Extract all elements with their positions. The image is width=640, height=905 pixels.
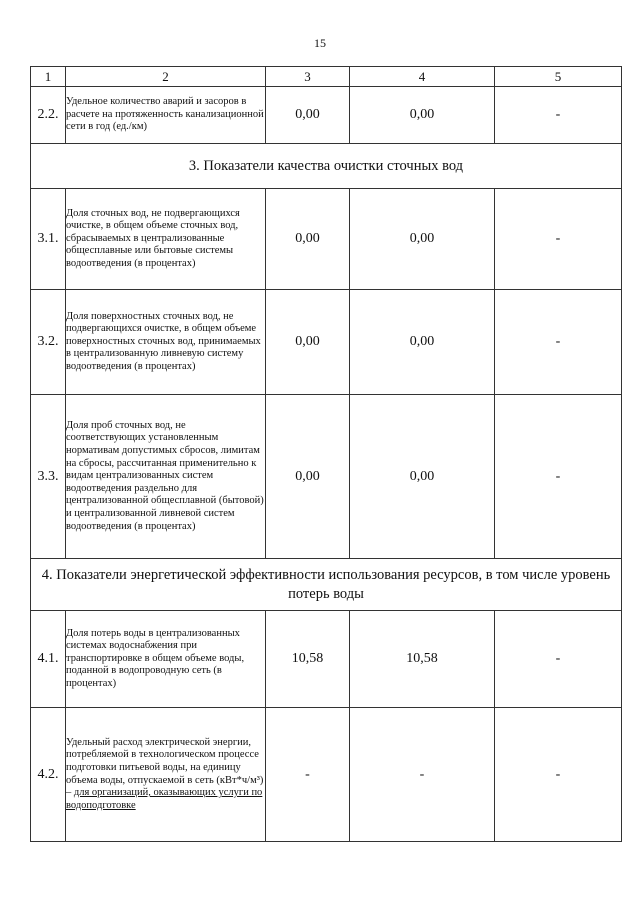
section-heading: 3. Показатели качества очистки сточных вод <box>31 144 622 189</box>
value-col-5: - <box>495 290 622 395</box>
value-col-4: - <box>350 708 495 842</box>
table-row <box>31 395 622 559</box>
value-col-3: 10,58 <box>266 611 350 708</box>
header-col-4: 4 <box>350 67 495 87</box>
value-col-5: - <box>495 87 622 144</box>
value-col-5: - <box>495 189 622 290</box>
indicator-name-text: Удельный расход электрической энергии, потребляемой в технологическом процессе подготовки питьевой воды, на единицу объема воды, отпускаемой в сеть (кВт*ч/м³) – <box>66 736 264 799</box>
indicator-name <box>66 708 266 842</box>
header-col-3: 3 <box>266 67 350 87</box>
header-col-2: 2 <box>66 67 266 87</box>
table-row <box>31 611 622 708</box>
row-number: 3.3. <box>31 395 66 559</box>
row-number: 4.1. <box>31 611 66 708</box>
header-col-5: 5 <box>495 67 622 87</box>
section-heading: 4. Показатели энергетической эффективности использования ресурсов, в том числе уровень потерь воды <box>31 559 622 611</box>
indicator-name: Удельное количество аварий и засоров в расчете на протяженность канализационной сети в год (ед./км) <box>66 87 266 144</box>
page-number: 15 <box>314 36 326 50</box>
table-row <box>31 708 622 842</box>
indicator-name: Доля поверхностных сточных вод, не подвергающихся очистке, в общем объеме поверхностных сточных вод, принимаемых в централизованную ливневую систему водоотведения (в процентах) <box>66 290 266 395</box>
indicators-table <box>30 66 622 842</box>
value-col-3: - <box>266 708 350 842</box>
value-col-4: 0,00 <box>350 189 495 290</box>
indicator-name: Доля проб сточных вод, не соответствующих установленным нормативам допустимых сбросов, лимитам на сбросы, рассчитанная применительно к видам централизованных систем водоотведения раздельно для централизованной общесплавной (бытовой) и централизованной ливневой систем водоотведения (в процентах) <box>66 395 266 559</box>
value-col-3: 0,00 <box>266 189 350 290</box>
section-row <box>31 559 622 611</box>
row-number: 4.2. <box>31 708 66 842</box>
indicator-name-underlined: для организаций, оказывающих услуги по водоподготовке <box>66 787 263 811</box>
row-number: 3.2. <box>31 290 66 395</box>
value-col-3: 0,00 <box>266 290 350 395</box>
table-row <box>31 189 622 290</box>
value-col-4: 0,00 <box>350 290 495 395</box>
value-col-3: 0,00 <box>266 395 350 559</box>
value-col-5: - <box>495 395 622 559</box>
value-col-4: 10,58 <box>350 611 495 708</box>
value-col-4: 0,00 <box>350 87 495 144</box>
section-row <box>31 144 622 189</box>
table-row <box>31 290 622 395</box>
header-col-1: 1 <box>31 67 66 87</box>
indicator-name: Доля потерь воды в централизованных системах водоснабжения при транспортировке в общем объеме воды, поданной в водопроводную сеть (в процентах) <box>66 611 266 708</box>
value-col-5: - <box>495 611 622 708</box>
value-col-3: 0,00 <box>266 87 350 144</box>
indicator-name: Доля сточных вод, не подвергающихся очистке, в общем объеме сточных вод, сбрасываемых в централизованные общесплавные или бытовые системы водоотведения (в процентах) <box>66 189 266 290</box>
table-row <box>31 87 622 144</box>
row-number: 3.1. <box>31 189 66 290</box>
value-col-4: 0,00 <box>350 395 495 559</box>
header-row <box>31 67 622 87</box>
value-col-5: - <box>495 708 622 842</box>
row-number: 2.2. <box>31 87 66 144</box>
